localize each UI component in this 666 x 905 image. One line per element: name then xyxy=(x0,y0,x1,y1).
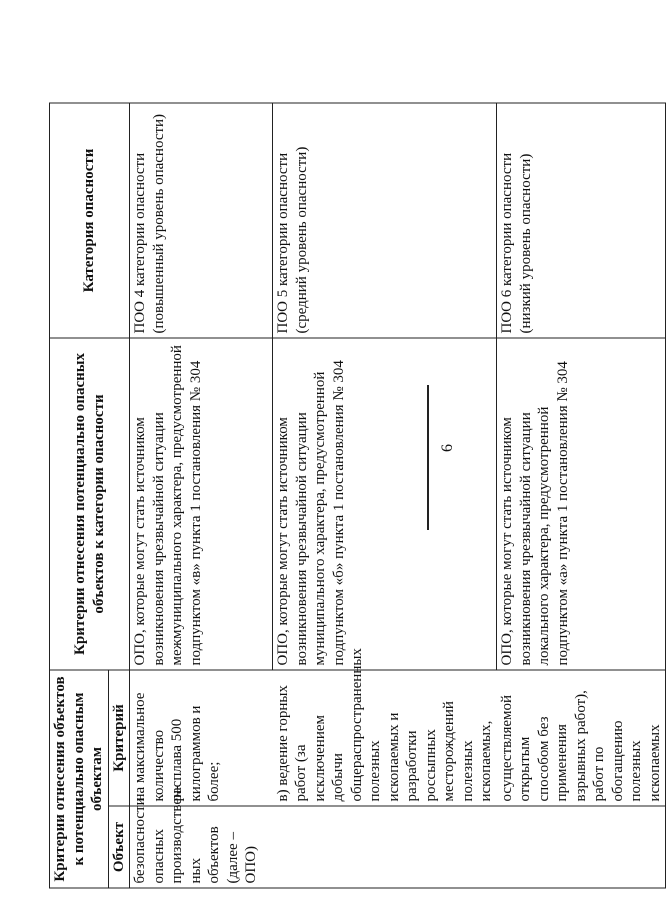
rotated-table-container xyxy=(49,104,663,889)
header-object: Объект xyxy=(108,806,130,888)
category-cell-3: ПОО 6 категории опасности (низкий уровень опасности) xyxy=(497,103,666,338)
header-category: Категория опасности xyxy=(50,103,130,338)
criterion-cell-part-1: на максимальное количество расплава 500 килограммов и более; xyxy=(130,670,273,806)
object-cell: безопасности опасных производствен-ных объектов (далее – ОПО) xyxy=(130,806,666,888)
table-row xyxy=(130,103,273,888)
header-criterion: Критерий xyxy=(108,670,130,806)
page-number: 6 xyxy=(439,444,456,452)
criterion-cell-part-3: осуществляемой открытым способом без применения взрывных работ), работ по обогащению полезных ископаемых xyxy=(497,670,666,806)
criterion-cell-part-2: в) ведение горных работ (за исключением добычи общераспространенных полезных ископаемых и разработки россыпных месторождений полезных ископаемых, xyxy=(273,670,497,806)
criteria-cell-2: ОПО, которые могут стать источником возникновения чрезвычайной ситуации муниципального характера, предусмотренной подпунктом «б» пункта 1 постановления № 304 xyxy=(273,338,497,670)
header-criteria-category: Критерии отнесения потенциально опасных объектов к категории опасности xyxy=(50,338,130,670)
criteria-cell-1: ОПО, которые могут стать источником возникновения чрезвычайной ситуации межмуниципального характера, предусмотренной подпунктом «в» пункта 1 постановления № 304 xyxy=(130,338,273,670)
criteria-table xyxy=(49,103,666,889)
header-group-left: Критерии отнесения объектов к потенциально опасным объектам xyxy=(50,670,109,888)
table-row xyxy=(273,103,497,888)
table-row xyxy=(497,103,666,888)
criteria-cell-3: ОПО, которые могут стать источником возникновения чрезвычайной ситуации локального характера, предусмотренной подпунктом «а» пункта 1 постановления № 304 xyxy=(497,338,666,670)
category-cell-2: ПОО 5 категории опасности (средний уровень опасности) xyxy=(273,103,497,338)
category-cell-1: ПОО 4 категории опасности (повышенный уровень опасности) xyxy=(130,103,273,338)
header-row-1 xyxy=(50,103,109,888)
